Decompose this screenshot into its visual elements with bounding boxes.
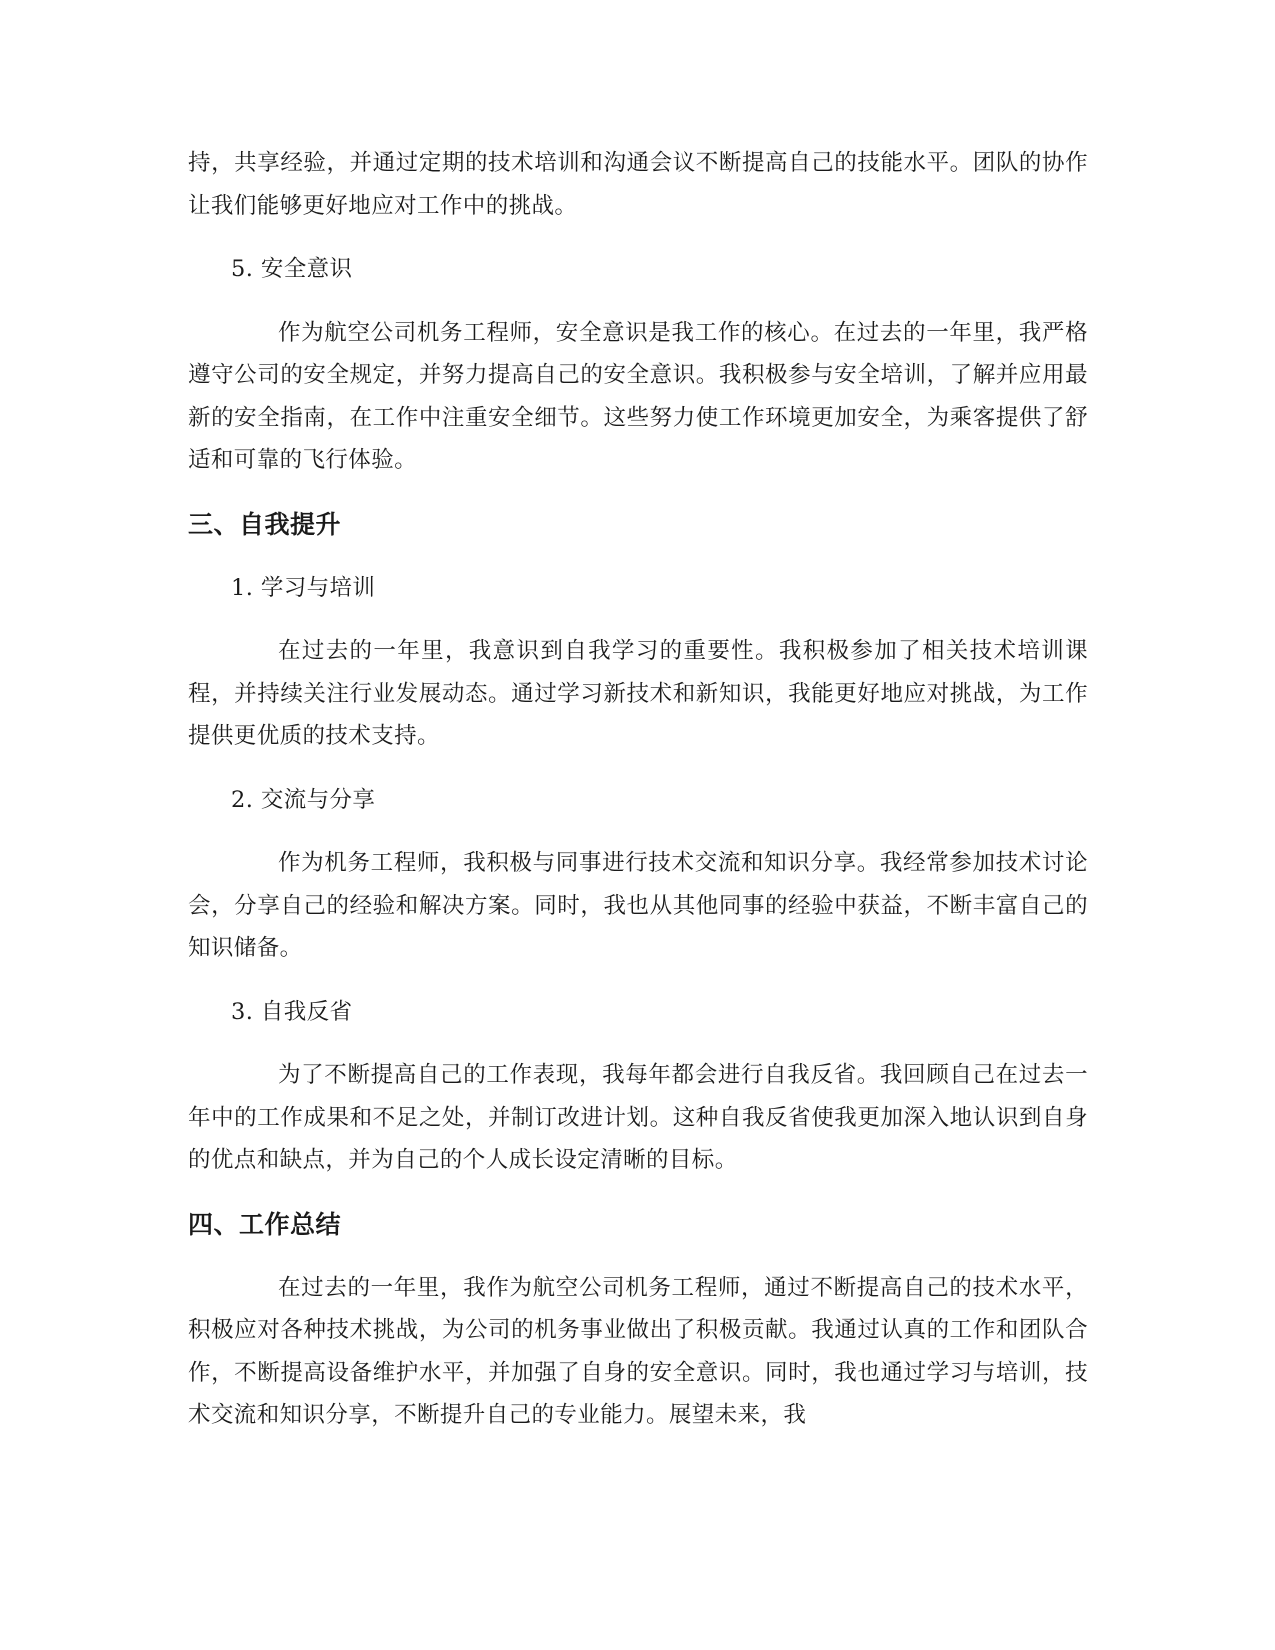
- subheading-self-reflection: 3. 自我反省: [231, 998, 353, 1025]
- heading-work-summary: 四、工作总结: [188, 1209, 342, 1239]
- paragraph-self-reflection: 为了不断提高自己的工作表现，我每年都会进行自我反省。我回顾自己在过去一年中的工作成果和不足之处，并制订改进计划。这种自我反省使我更加深入地认识到自身的优点和缺点，并为自己的个人成长设定清晰的目标。: [188, 1062, 1088, 1173]
- paragraph-work-summary: 在过去的一年里，我作为航空公司机务工程师，通过不断提高自己的技术水平，积极应对各种技术挑战，为公司的机务事业做出了积极贡献。我通过认真的工作和团队合作，不断提高设备维护水平，并加强了自身的安全意识。同时，我也通过学习与培训，技术交流和知识分享，不断提升自己的专业能力。展望未来，我: [188, 1274, 1088, 1428]
- paragraph-safety-awareness: 作为航空公司机务工程师，安全意识是我工作的核心。在过去的一年里，我严格遵守公司的安全规定，并努力提高自己的安全意识。我积极参与安全培训，了解并应用最新的安全指南，在工作中注重安全细节。这些努力使工作环境更加安全，为乘客提供了舒适和可靠的飞行体验。: [188, 319, 1088, 473]
- heading-self-improvement: 三、自我提升: [188, 509, 342, 539]
- paragraph-communication-sharing: 作为机务工程师，我积极与同事进行技术交流和知识分享。我经常参加技术讨论会，分享自己的经验和解决方案。同时，我也从其他同事的经验中获益，不断丰富自己的知识储备。: [188, 850, 1088, 961]
- subheading-learning-training: 1. 学习与培训: [231, 574, 376, 601]
- subheading-safety-awareness: 5. 安全意识: [231, 256, 353, 282]
- paragraph-teamwork-continued: 持，共享经验，并通过定期的技术培训和沟通会议不断提高自己的技能水平。团队的协作让我们能够更好地应对工作中的挑战。: [188, 150, 1088, 219]
- subheading-communication-sharing: 2. 交流与分享: [231, 786, 376, 813]
- document-page: [188, 142, 1088, 1437]
- paragraph-learning-training: 在过去的一年里，我意识到自我学习的重要性。我积极参加了相关技术培训课程，并持续关注行业发展动态。通过学习新技术和新知识，我能更好地应对挑战，为工作提供更优质的技术支持。: [188, 638, 1088, 749]
